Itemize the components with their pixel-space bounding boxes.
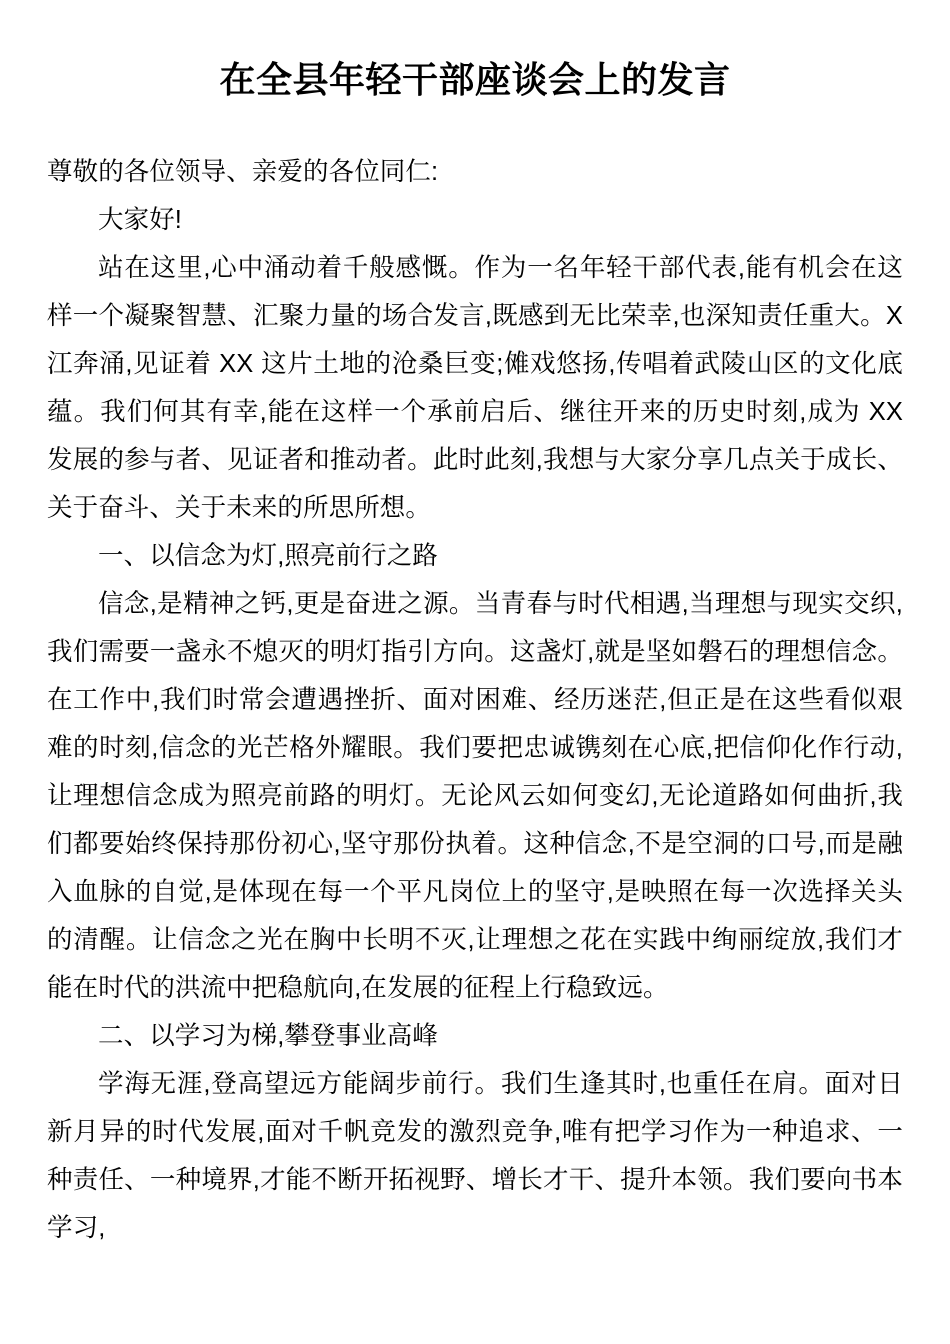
section-heading-two: 二、以学习为梯,攀登事业高峰 xyxy=(98,1022,438,1050)
section-heading-one: 一、以信念为灯,照亮前行之路 xyxy=(98,542,438,570)
document-body xyxy=(47,148,903,1252)
greeting-paragraph: 大家好! xyxy=(98,206,182,234)
salutation-line: 尊敬的各位领导、亲爱的各位同仁: xyxy=(47,158,439,186)
section-two-paragraph: 学海无涯,登高望远方能阔步前行。我们生逢其时,也重任在肩。面对日新月异的时代发展,面对千帆竞发的激烈竞争,唯有把学习作为一种追求、一种责任、一种境界,才能不断开拓视野、增长才干、提升本领。我们要向书本学习, xyxy=(47,1070,903,1242)
opening-paragraph: 站在这里,心中涌动着千般感慨。作为一名年轻干部代表,能有机会在这样一个凝聚智慧、汇聚力量的场合发言,既感到无比荣幸,也深知责任重大。X 江奔涌,见证着 XX 这片土地的沧桑巨变;傩戏悠扬,传唱着武陵山区的文化底蕴。我们何其有幸,能在这样一个承前启后、继往开来的历史时刻,成为 XX 发展的参与者、见证者和推动者。此时此刻,我想与大家分享几点关于成长、关于奋斗、关于未来的所思所想。 xyxy=(47,254,903,522)
page-title: 在全县年轻干部座谈会上的发言 xyxy=(219,59,731,100)
section-one-paragraph: 信念,是精神之钙,更是奋进之源。当青春与时代相遇,当理想与现实交织,我们需要一盏永不熄灭的明灯指引方向。这盏灯,就是坚如磐石的理想信念。在工作中,我们时常会遭遇挫折、面对困难、经历迷茫,但正是在这些看似艰难的时刻,信念的光芒格外耀眼。我们要把忠诚镌刻在心底,把信仰化作行动,让理想信念成为照亮前路的明灯。无论风云如何变幻,无论道路如何曲折,我们都要始终保持那份初心,坚守那份执着。这种信念,不是空洞的口号,而是融入血脉的自觉,是体现在每一个平凡岗位上的坚守,是映照在每一次选择关头的清醒。让信念之光在胸中长明不灭,让理想之花在实践中绚丽绽放,我们才能在时代的洪流中把稳航向,在发展的征程上行稳致远。 xyxy=(47,590,903,1002)
